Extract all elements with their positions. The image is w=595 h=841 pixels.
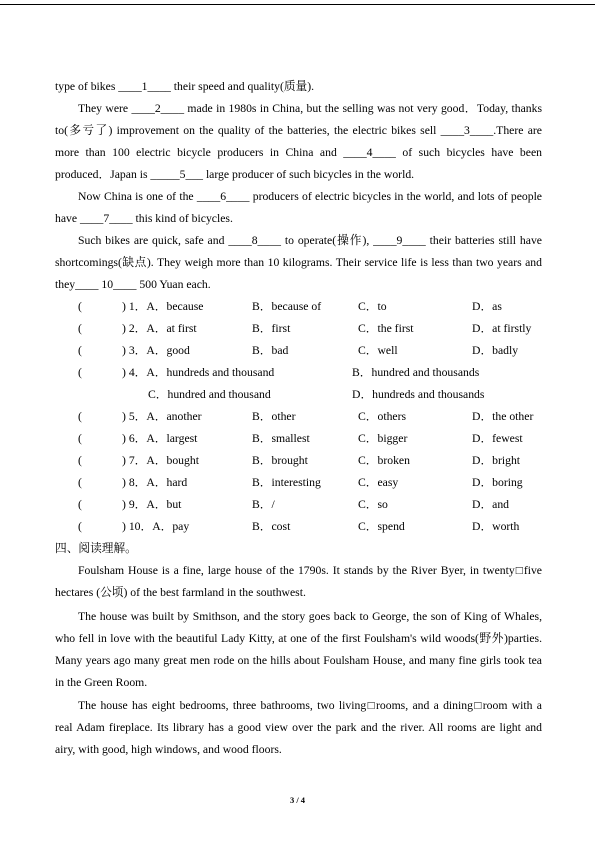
question-number: ) 3． bbox=[122, 344, 147, 357]
option-row bbox=[55, 450, 542, 472]
option-row bbox=[55, 472, 542, 494]
question-stem bbox=[122, 516, 189, 538]
option-row bbox=[55, 340, 542, 362]
text-line: type of bikes ____1____ their speed and quality(质量). bbox=[55, 80, 315, 93]
question-stem bbox=[122, 318, 197, 340]
reading-paragraph bbox=[55, 560, 542, 604]
cloze-paragraph bbox=[55, 230, 542, 296]
option-row bbox=[55, 318, 542, 340]
text-line: in the Green Room. bbox=[55, 676, 148, 689]
question-stem bbox=[122, 362, 274, 384]
question-stem bbox=[122, 296, 203, 318]
option-d: D．the other bbox=[472, 410, 534, 423]
option-b: B．smallest bbox=[252, 432, 310, 445]
option-a: A．but bbox=[146, 498, 182, 511]
option-a: A．because bbox=[146, 300, 204, 313]
option-c: C．well bbox=[358, 344, 398, 357]
option-c: C．easy bbox=[358, 476, 399, 489]
option-b: B．/ bbox=[252, 498, 275, 511]
page-content bbox=[55, 76, 542, 761]
option-a: A．bought bbox=[146, 454, 199, 467]
option-b: B．interesting bbox=[252, 476, 321, 489]
reading-paragraph bbox=[55, 606, 542, 694]
option-c: C．others bbox=[358, 410, 407, 423]
option-c: C．spend bbox=[358, 520, 405, 533]
text-line: more than 100 electric bicycle producers in China and ____4____ of such bicycles have been bbox=[55, 146, 542, 159]
cloze-paragraph bbox=[55, 76, 542, 98]
text-line: they____ 10____ 500 Yuan each. bbox=[55, 278, 211, 291]
option-a: A．hundreds and thousand bbox=[146, 366, 275, 379]
cloze-paragraph bbox=[55, 186, 542, 230]
option-b: B．other bbox=[252, 410, 296, 423]
answer-blank-open: ( bbox=[78, 498, 82, 511]
answer-blank-open: ( bbox=[78, 520, 82, 533]
option-b: B．first bbox=[252, 322, 291, 335]
answer-blank-open: ( bbox=[78, 476, 82, 489]
reading-paragraph bbox=[55, 695, 542, 761]
text-line: shortcomings(缺点). They weigh more than 10 kilograms. Their service life is less than two years and bbox=[55, 256, 542, 269]
text-line: real Adam fireplace. Its library has a good view over the park and the river. All rooms are light and bbox=[55, 721, 542, 734]
option-d: D．boring bbox=[472, 476, 523, 489]
text-line: hectares (公顷) of the best farmland in the southwest. bbox=[55, 586, 306, 599]
option-d: D．at firstly bbox=[472, 322, 532, 335]
answer-blank-open: ( bbox=[78, 300, 82, 313]
answer-blank-open: ( bbox=[78, 454, 82, 467]
option-b: B．bad bbox=[252, 344, 289, 357]
text-line: have ____7____ this kind of bicycles. bbox=[55, 212, 233, 225]
option-c: C．so bbox=[358, 498, 388, 511]
text-line: The house has eight bedrooms, three bathrooms, two living□rooms, and a dining□room with a bbox=[78, 699, 542, 712]
option-d: D．fewest bbox=[472, 432, 523, 445]
answer-blank-open: ( bbox=[78, 366, 82, 379]
option-d: D．badly bbox=[472, 344, 519, 357]
text-line: Such bikes are quick, safe and ____8____ to operate(操作), ____9____ their batteries still have bbox=[78, 234, 542, 247]
question-number: ) 7． bbox=[122, 454, 147, 467]
question-stem bbox=[122, 472, 187, 494]
question-stem bbox=[122, 406, 202, 428]
text-line: produced．Japan is _____5___ large producer of such bicycles in the world. bbox=[55, 168, 415, 181]
top-rule bbox=[0, 4, 595, 5]
option-row bbox=[55, 428, 542, 450]
option-a: A．at first bbox=[146, 322, 197, 335]
option-row-continuation bbox=[55, 384, 542, 406]
answer-blank-open: ( bbox=[78, 410, 82, 423]
section-heading: 四、阅读理解。 bbox=[55, 542, 137, 555]
question-number: ) 9． bbox=[122, 498, 147, 511]
text-line: Foulsham House is a fine, large house of the 1790s. It stands by the River Byer, in twenty□five bbox=[78, 564, 542, 577]
option-row bbox=[55, 516, 542, 538]
option-a: A．good bbox=[146, 344, 190, 357]
option-d: D．hundreds and thousands bbox=[352, 388, 485, 401]
question-stem bbox=[122, 428, 197, 450]
text-line: Many years ago many great men rode on the hills about Foulsham House, and many fine girls took tea bbox=[55, 654, 542, 667]
text-line: Now China is one of the ____6____ producers of electric bicycles in the world, and lots of people bbox=[78, 190, 542, 203]
answer-blank-open: ( bbox=[78, 344, 82, 357]
option-d: D．as bbox=[472, 300, 502, 313]
text-line: They were ____2____ made in 1980s in China, but the selling was not very good．Today, thanks bbox=[78, 102, 542, 115]
option-b: B．hundred and thousands bbox=[352, 366, 480, 379]
cloze-passage bbox=[55, 76, 542, 296]
cloze-paragraph bbox=[55, 98, 542, 186]
question-stem bbox=[122, 494, 181, 516]
option-row bbox=[55, 406, 542, 428]
text-line: who fell in love with the beautiful Lady Kitty, at one of the first Foulsham's wild woods(野外)parties. bbox=[55, 632, 542, 645]
option-d: D．worth bbox=[472, 520, 520, 533]
option-b: B．because of bbox=[252, 300, 322, 313]
option-row bbox=[55, 296, 542, 318]
question-stem bbox=[122, 340, 190, 362]
question-number: ) 1． bbox=[122, 300, 147, 313]
page-number: 3 / 4 bbox=[289, 795, 306, 805]
reading-passage bbox=[55, 560, 542, 761]
option-a: A．pay bbox=[152, 520, 190, 533]
option-b: B．brought bbox=[252, 454, 308, 467]
question-number: ) 8． bbox=[122, 476, 147, 489]
question-number: ) 5． bbox=[122, 410, 147, 423]
text-line: airy, with good, high windows, and wood floors. bbox=[55, 743, 282, 756]
question-number: ) 2． bbox=[122, 322, 147, 335]
answer-blank-open: ( bbox=[78, 432, 82, 445]
text-line: to(多亏了) improvement on the quality of the batteries, the electric bikes sell ____3____.There are bbox=[55, 124, 542, 137]
question-number: ) 4． bbox=[122, 366, 147, 379]
option-c: C．hundred and thousand bbox=[148, 388, 271, 401]
option-d: D．and bbox=[472, 498, 510, 511]
option-a: A．largest bbox=[146, 432, 198, 445]
option-c: C．broken bbox=[358, 454, 410, 467]
options-list bbox=[55, 296, 542, 538]
option-c: C．to bbox=[358, 300, 387, 313]
option-row bbox=[55, 494, 542, 516]
option-row bbox=[55, 362, 542, 384]
option-c: C．the first bbox=[358, 322, 414, 335]
option-a: A．another bbox=[146, 410, 202, 423]
question-stem bbox=[122, 450, 199, 472]
text-line: The house was built by Smithson, and the story goes back to George, the son of King of Whales, bbox=[78, 610, 542, 623]
option-b: B．cost bbox=[252, 520, 291, 533]
option-a: A．hard bbox=[146, 476, 188, 489]
option-c: C．bigger bbox=[358, 432, 408, 445]
option-d: D．bright bbox=[472, 454, 521, 467]
question-number: ) 10． bbox=[122, 520, 153, 533]
question-number: ) 6． bbox=[122, 432, 147, 445]
answer-blank-open: ( bbox=[78, 322, 82, 335]
